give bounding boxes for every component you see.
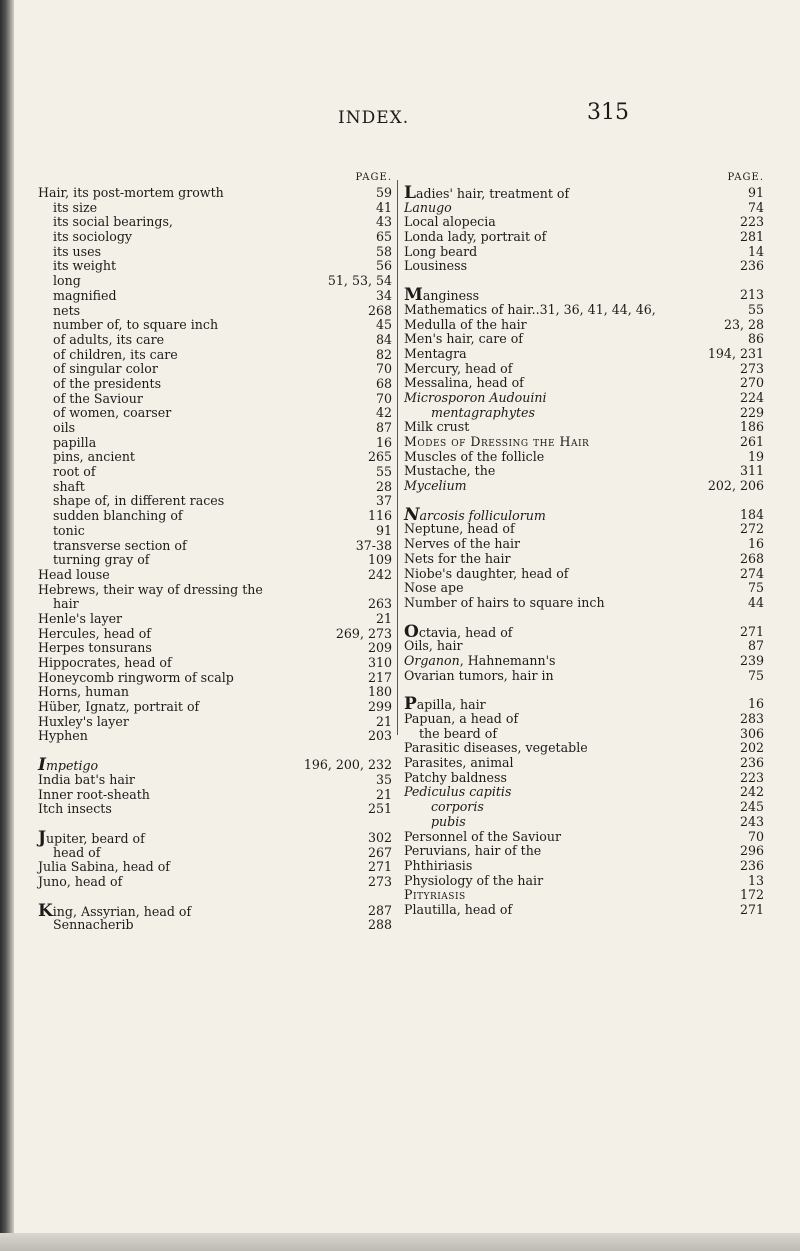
entry-page-ref: 116 — [367, 508, 392, 524]
entry-page-ref: 75 — [747, 580, 764, 596]
index-entry — [38, 333, 392, 348]
entry-term: Modes of Dressing the Hair — [404, 434, 590, 449]
entry-term: Juno, head of — [38, 873, 123, 889]
entry-page-ref: 223 — [739, 769, 764, 785]
index-entry — [38, 436, 392, 451]
entry-page-ref: 184 — [739, 506, 764, 522]
index-entry — [38, 553, 392, 568]
index-entry — [38, 900, 392, 921]
entry-page-ref: 306 — [739, 725, 764, 741]
index-entry — [404, 230, 764, 245]
index-entry — [38, 827, 392, 848]
entry-term: Parasites, animal — [404, 755, 514, 771]
index-entry — [404, 581, 764, 596]
page-column-label: PAGE. — [727, 172, 764, 183]
entry-page-ref: 261 — [739, 434, 764, 449]
index-entry — [38, 583, 392, 598]
index-entry — [38, 494, 392, 509]
index-entry — [404, 318, 764, 333]
entry-page-ref: 236 — [739, 857, 764, 873]
entry-term: Oils, hair — [404, 638, 463, 654]
entry-term: Mathematics of hair..31, 36, 41, 44, 46, — [404, 301, 656, 317]
entry-page-ref: 41 — [375, 199, 392, 215]
entry-page-ref: 58 — [375, 243, 392, 259]
index-entry — [404, 362, 764, 377]
entry-page-ref: 202 — [739, 740, 764, 756]
entry-term: Patchy baldness — [404, 769, 507, 785]
index-entry — [404, 596, 764, 611]
entry-term: root of — [53, 464, 96, 480]
entry-term: Mycelium — [404, 478, 467, 494]
index-entry — [404, 376, 764, 391]
section-gap — [38, 744, 392, 758]
entry-term: Horns, human — [38, 684, 129, 700]
entry-page-ref: 21 — [375, 786, 392, 802]
entry-page-ref: 268 — [367, 302, 392, 318]
index-entry — [38, 392, 392, 407]
entry-page-ref: 44 — [747, 594, 764, 610]
entry-page-ref: 302 — [367, 829, 392, 845]
entry-page-ref: 243 — [739, 813, 764, 829]
index-entry — [404, 285, 764, 306]
entry-term: the beard of — [419, 725, 497, 741]
index-entry — [38, 362, 392, 377]
index-entry — [404, 215, 764, 230]
entry-page-ref: 14 — [747, 243, 764, 259]
section-gap — [38, 817, 392, 831]
index-entry — [404, 844, 764, 859]
page-bottom-edge — [0, 1233, 800, 1251]
entry-term: of children, its care — [53, 346, 178, 362]
entry-term: Henle's layer — [38, 610, 123, 626]
index-entry — [404, 347, 764, 362]
entry-page-ref: 268 — [739, 550, 764, 566]
entry-term: hair — [53, 596, 79, 612]
entry-page-ref: 283 — [739, 711, 764, 726]
entry-page-ref: 296 — [739, 843, 764, 859]
entry-page-ref: 203 — [367, 728, 392, 744]
entry-term: Hair, its post-mortem growth — [38, 185, 224, 200]
entry-term: India bat's hair — [38, 771, 135, 787]
entry-term: Phthiriasis — [404, 857, 473, 873]
index-entry — [404, 654, 764, 669]
entry-page-ref: 82 — [375, 346, 392, 362]
entry-term: its size — [53, 199, 98, 215]
index-entry — [38, 259, 392, 274]
entry-term: Messalina, head of — [404, 375, 524, 391]
entry-page-ref: 70 — [375, 390, 392, 406]
entry-page-ref: 21 — [375, 610, 392, 626]
entry-term: Papuan, a head of — [404, 711, 519, 726]
index-entry — [38, 612, 392, 627]
entry-page-ref: 273 — [739, 360, 764, 376]
index-entry — [38, 201, 392, 216]
entry-page-ref: 37-38 — [355, 537, 392, 553]
entry-page-ref: 242 — [739, 784, 764, 800]
entry-page-ref: 86 — [747, 331, 764, 347]
index-entry — [38, 671, 392, 686]
section-gap — [404, 611, 764, 625]
entry-page-ref: 42 — [375, 405, 392, 421]
index-entry — [38, 304, 392, 319]
entry-page-ref: 16 — [375, 434, 392, 450]
entry-term: Pityriasis — [404, 887, 466, 903]
entry-page-ref: 45 — [375, 317, 392, 333]
entry-term: head of — [53, 844, 101, 860]
entry-page-ref: 84 — [375, 331, 392, 347]
entry-page-ref: 196, 200, 232 — [303, 757, 392, 773]
entry-page-ref: 70 — [747, 828, 764, 844]
entry-page-ref: 43 — [375, 214, 392, 230]
index-entry — [38, 597, 392, 612]
index-entry — [404, 406, 764, 421]
entry-term: Men's hair, care of — [404, 331, 523, 347]
entry-page-ref: 180 — [367, 684, 392, 700]
index-entry — [404, 504, 764, 525]
entry-term: Milk crust — [404, 419, 470, 435]
entry-page-ref: 56 — [375, 258, 392, 274]
index-entry — [38, 421, 392, 436]
entry-page-ref: 273 — [367, 873, 392, 889]
index-entry — [38, 450, 392, 465]
entry-page-ref: 213 — [739, 287, 764, 303]
index-entry — [404, 815, 764, 830]
entry-term: Mentagra — [404, 345, 467, 361]
index-entry — [404, 741, 764, 756]
entry-term: of the presidents — [53, 375, 162, 391]
entry-page-ref: 271 — [739, 901, 764, 917]
entry-page-ref: 239 — [739, 652, 764, 668]
entry-term: Huxley's layer — [38, 713, 129, 729]
entry-term: Ladies' hair, treatment of — [404, 183, 570, 203]
index-entry — [404, 712, 764, 727]
entry-page-ref: 55 — [747, 301, 764, 317]
entry-term: corporis — [431, 799, 484, 815]
entry-term: Microsporon Audouini — [404, 389, 547, 405]
entry-page-ref: 194, 231 — [707, 345, 764, 361]
entry-page-ref: 299 — [367, 699, 392, 715]
index-entry — [404, 785, 764, 800]
entry-term: Organon, Hahnemann's — [404, 652, 556, 668]
entry-page-ref: 70 — [375, 361, 392, 377]
entry-term: Hüber, Ignatz, portrait of — [38, 699, 200, 715]
entry-term: Narcosis folliculorum — [404, 504, 546, 525]
index-entry — [38, 755, 392, 776]
entry-term: of adults, its care — [53, 331, 165, 347]
entry-page-ref: 37 — [375, 493, 392, 509]
entry-term: Nerves of the hair — [404, 536, 521, 552]
entry-term: its social bearings, — [53, 214, 173, 230]
entry-term: of singular color — [53, 361, 158, 377]
index-entry — [38, 875, 392, 890]
entry-term: Personnel of the Saviour — [404, 828, 561, 844]
index-entry — [404, 479, 764, 494]
index-entry — [404, 303, 764, 318]
entry-term: number of, to square inch — [53, 317, 219, 333]
entry-term: Muscles of the follicle — [404, 448, 545, 464]
entry-term: Plautilla, head of — [404, 901, 513, 917]
index-entry — [38, 568, 392, 583]
index-entry — [38, 406, 392, 421]
entry-term: Long beard — [404, 243, 478, 259]
entry-term: Hercules, head of — [38, 625, 151, 641]
page-number: 315 — [587, 100, 629, 125]
entry-page-ref: 281 — [739, 229, 764, 245]
entry-term: Peruvians, hair of the — [404, 843, 542, 859]
index-entry — [38, 773, 392, 788]
entry-term: of women, coarser — [53, 405, 172, 421]
entry-page-ref: 91 — [747, 185, 764, 200]
entry-term: long — [53, 273, 81, 289]
entry-page-ref: 172 — [739, 887, 764, 903]
entry-term: Honeycomb ringworm of scalp — [38, 669, 234, 685]
entry-term: shaft — [53, 478, 85, 494]
entry-term: pins, ancient — [53, 449, 135, 465]
entry-page-ref: 186 — [739, 419, 764, 435]
index-entry — [38, 641, 392, 656]
entry-page-ref: 68 — [375, 375, 392, 391]
entry-page-ref: 21 — [375, 713, 392, 729]
index-entry — [404, 621, 764, 642]
index-entry — [404, 435, 764, 450]
index-entry — [404, 245, 764, 260]
index-entry — [38, 289, 392, 304]
entry-page-ref: 223 — [739, 214, 764, 230]
index-entry — [404, 464, 764, 479]
entry-page-ref: 74 — [747, 199, 764, 215]
entry-page-ref: 65 — [375, 229, 392, 245]
book-gutter-shadow — [0, 0, 14, 1251]
index-entry — [38, 509, 392, 524]
entry-page-ref: 271 — [739, 623, 764, 639]
entry-term: Ovarian tumors, hair in — [404, 667, 554, 683]
entry-term: Nets for the hair — [404, 550, 511, 566]
index-entry — [404, 391, 764, 406]
entry-term: Physiology of the hair — [404, 872, 544, 888]
index-entry — [38, 918, 392, 933]
entry-page-ref: 311 — [739, 463, 764, 479]
entry-term: its weight — [53, 258, 117, 274]
section-gap — [38, 890, 392, 904]
entry-term: Mustache, the — [404, 463, 496, 479]
entry-term: Lanugo — [404, 199, 452, 215]
entry-page-ref: 271 — [367, 859, 392, 875]
index-entry — [38, 656, 392, 671]
entry-page-ref: 109 — [367, 552, 392, 568]
index-entry — [38, 846, 392, 861]
entry-page-ref: 75 — [747, 667, 764, 683]
index-entry — [404, 694, 764, 715]
entry-term: oils — [53, 420, 76, 435]
index-entry — [38, 318, 392, 333]
entry-page-ref: 242 — [367, 566, 392, 582]
entry-term: papilla — [53, 434, 97, 450]
entry-term: Nose ape — [404, 580, 464, 596]
index-entry — [404, 201, 764, 216]
entry-term: Itch insects — [38, 801, 112, 817]
index-entry — [38, 627, 392, 642]
index-entry — [38, 524, 392, 539]
entry-page-ref: 270 — [739, 375, 764, 391]
entry-page-ref: 267 — [367, 844, 392, 860]
index-entry — [404, 522, 764, 537]
entry-page-ref: 288 — [367, 917, 392, 933]
entry-page-ref: 35 — [375, 771, 392, 787]
entry-term: Hyphen — [38, 728, 88, 744]
entry-page-ref: 55 — [375, 464, 392, 480]
page-column-label: PAGE. — [355, 172, 392, 183]
index-entry — [38, 860, 392, 875]
index-column-right — [404, 172, 764, 918]
entry-term: Impetigo — [38, 755, 99, 776]
entry-page-ref: 34 — [375, 287, 392, 303]
entry-term: Papilla, hair — [404, 694, 486, 715]
entry-page-ref: 310 — [367, 655, 392, 670]
entry-page-ref: 272 — [739, 521, 764, 537]
index-entry — [38, 480, 392, 495]
entry-term: Pediculus capitis — [404, 784, 512, 800]
index-entry — [404, 756, 764, 771]
entry-term: Manginess — [404, 285, 480, 306]
entry-term: Neptune, head of — [404, 521, 515, 537]
entry-term: pubis — [431, 813, 466, 829]
index-entry — [404, 888, 764, 903]
entry-term: its uses — [53, 243, 102, 259]
entry-page-ref: 87 — [375, 420, 392, 435]
entry-page-ref: 19 — [747, 448, 764, 464]
index-entry — [38, 348, 392, 363]
index-entry — [404, 183, 764, 203]
entry-page-ref: 23, 28 — [723, 316, 764, 332]
index-entry — [404, 567, 764, 582]
entry-page-ref: 287 — [367, 902, 392, 918]
entry-term: tonic — [53, 522, 85, 538]
entry-page-ref: 229 — [739, 404, 764, 420]
entry-term: Parasitic diseases, vegetable — [404, 740, 588, 756]
entry-term: Julia Sabina, head of — [38, 859, 170, 875]
index-entry — [404, 830, 764, 845]
index-entry — [38, 802, 392, 817]
entry-page-ref: 245 — [739, 799, 764, 815]
index-entry — [404, 903, 764, 918]
index-entry — [38, 186, 392, 201]
entry-term: magnified — [53, 287, 117, 303]
entry-page-ref: 28 — [375, 478, 392, 494]
index-entry — [404, 669, 764, 684]
entry-term: transverse section of — [53, 537, 187, 553]
entry-term: of the Saviour — [53, 390, 143, 406]
entry-page-ref: 224 — [739, 389, 764, 405]
entry-term: Hippocrates, head of — [38, 655, 172, 670]
entry-page-ref: 16 — [747, 536, 764, 552]
index-entry — [404, 552, 764, 567]
entry-term: Local alopecia — [404, 214, 496, 230]
index-entry — [404, 639, 764, 654]
entry-page-ref: 16 — [747, 696, 764, 712]
entry-term: Octavia, head of — [404, 621, 513, 642]
entry-term: Londa lady, portrait of — [404, 229, 547, 245]
entry-page-ref: 13 — [747, 872, 764, 888]
entry-page-ref: 236 — [739, 258, 764, 274]
index-entry — [38, 685, 392, 700]
entry-term: sudden blanching of — [53, 508, 183, 524]
entry-term: Number of hairs to square inch — [404, 594, 605, 610]
entry-page-ref: 269, 273 — [335, 625, 392, 641]
entry-page-ref: 51, 53, 54 — [327, 273, 392, 289]
index-entry — [404, 874, 764, 889]
entry-term: mentagraphytes — [431, 404, 535, 420]
entry-term: Inner root-sheath — [38, 786, 150, 802]
entry-term: its sociology — [53, 229, 133, 245]
entry-term: nets — [53, 302, 81, 318]
entry-term: shape of, in different races — [53, 493, 225, 509]
entry-page-ref: 265 — [367, 449, 392, 465]
entry-term: Hebrews, their way of dressing the — [38, 581, 263, 597]
index-entry — [404, 420, 764, 435]
index-entry — [38, 274, 392, 289]
entry-page-ref: 251 — [367, 801, 392, 817]
index-entry — [404, 537, 764, 552]
index-entry — [38, 729, 392, 744]
index-entry — [38, 539, 392, 554]
column-divider — [397, 180, 398, 735]
index-entry — [38, 700, 392, 715]
section-gap — [404, 683, 764, 697]
index-entry — [38, 230, 392, 245]
index-entry — [404, 332, 764, 347]
running-head: INDEX. — [338, 108, 410, 128]
entry-page-ref: 91 — [375, 522, 392, 538]
index-entry — [38, 377, 392, 392]
entry-term: King, Assyrian, head of — [38, 900, 192, 921]
entry-page-ref: 87 — [747, 638, 764, 654]
entry-term: Niobe's daughter, head of — [404, 565, 569, 581]
entry-term: Herpes tonsurans — [38, 640, 152, 656]
section-gap — [404, 494, 764, 508]
entry-term: Lousiness — [404, 258, 468, 274]
index-entry — [38, 465, 392, 480]
entry-term: Mercury, head of — [404, 360, 513, 376]
entry-page-ref: 236 — [739, 755, 764, 771]
index-entry — [404, 800, 764, 815]
index-entry — [404, 259, 764, 274]
index-entry — [38, 215, 392, 230]
entry-term: turning gray of — [53, 552, 150, 568]
entry-page-ref: 202, 206 — [707, 478, 764, 494]
index-column-left — [38, 172, 392, 933]
entry-term: Sennacherib — [53, 917, 134, 933]
entry-term: Medulla of the hair — [404, 316, 527, 332]
entry-page-ref: 263 — [367, 596, 392, 612]
entry-page-ref: 59 — [375, 185, 392, 200]
index-entry — [38, 245, 392, 260]
entry-page-ref: 209 — [367, 640, 392, 656]
index-entry — [38, 788, 392, 803]
index-entry — [38, 715, 392, 730]
index-entry — [404, 859, 764, 874]
section-gap — [404, 274, 764, 288]
entry-term: Jupiter, beard of — [38, 827, 145, 848]
entry-term: Head louse — [38, 566, 110, 582]
entry-page-ref: 274 — [739, 565, 764, 581]
entry-page-ref: 217 — [367, 669, 392, 685]
index-entry — [404, 727, 764, 742]
index-entry — [404, 450, 764, 465]
index-entry — [404, 771, 764, 786]
